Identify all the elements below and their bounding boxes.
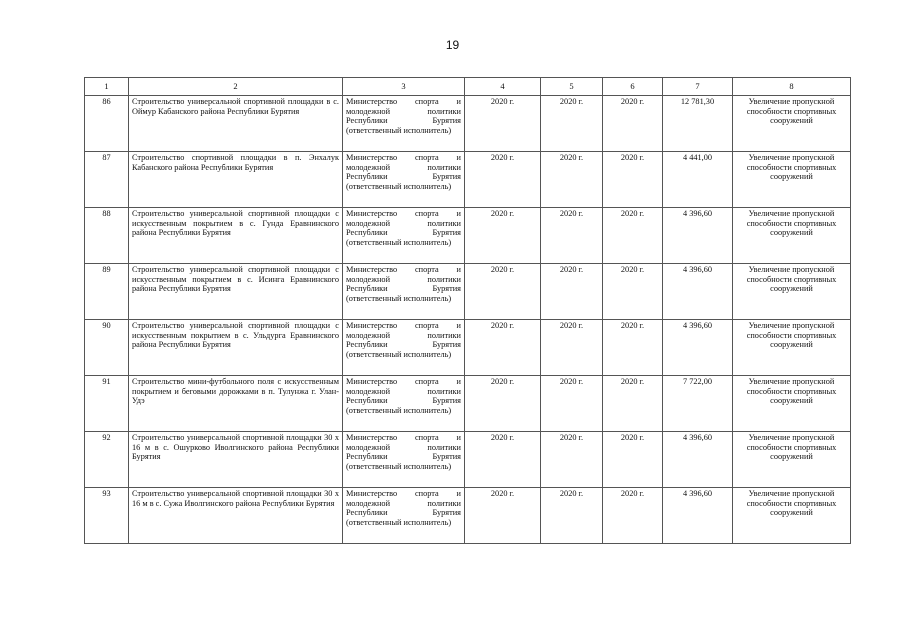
measure-name: Строительство универсальной спортивной площадки с искусственным покрытием в с. Гунда Еравнинского района Республики Бурятия — [129, 208, 343, 264]
amount: 4 396,60 — [663, 488, 733, 544]
amount: 4 396,60 — [663, 432, 733, 488]
executor: Министерство спорта и молодежной политики Республики Бурятия (ответственный исполнитель) — [343, 488, 465, 544]
measure-name: Строительство универсальной спортивной площадки 30 х 16 м в с. Ошурково Иволгинского района Республики Бурятия — [129, 432, 343, 488]
year-col-4: 2020 г. — [465, 264, 541, 320]
expected-result: Увеличение пропускной способности спортивных сооружений — [733, 96, 851, 152]
amount: 4 396,60 — [663, 320, 733, 376]
page-number: 19 — [445, 38, 460, 52]
header-col-5: 5 — [541, 78, 603, 96]
expected-result: Увеличение пропускной способности спортивных сооружений — [733, 152, 851, 208]
table-row — [85, 320, 851, 376]
header-col-1: 1 — [85, 78, 129, 96]
table-row — [85, 264, 851, 320]
year-col-4: 2020 г. — [465, 96, 541, 152]
year-col-6: 2020 г. — [603, 96, 663, 152]
measure-name: Строительство универсальной спортивной площадки 30 х 16 м в с. Сужа Иволгинского района Республики Бурятия — [129, 488, 343, 544]
year-col-4: 2020 г. — [465, 152, 541, 208]
table-row — [85, 152, 851, 208]
measure-name: Строительство мини-футбольного поля с искусственным покрытием и беговыми дорожками в п. Тулунжа г. Улан-Удэ — [129, 376, 343, 432]
header-col-7: 7 — [663, 78, 733, 96]
year-col-5: 2020 г. — [541, 208, 603, 264]
year-col-4: 2020 г. — [465, 376, 541, 432]
year-col-6: 2020 г. — [603, 208, 663, 264]
executor: Министерство спорта и молодежной политики Республики Бурятия (ответственный исполнитель) — [343, 376, 465, 432]
table-header-row — [85, 78, 851, 96]
measure-name: Строительство спортивной площадки в п. Энхалук Кабанского района Республики Бурятия — [129, 152, 343, 208]
row-number: 89 — [85, 264, 129, 320]
executor: Министерство спорта и молодежной политики Республики Бурятия (ответственный исполнитель) — [343, 152, 465, 208]
year-col-5: 2020 г. — [541, 264, 603, 320]
executor: Министерство спорта и молодежной политики Республики Бурятия (ответственный исполнитель) — [343, 208, 465, 264]
year-col-5: 2020 г. — [541, 96, 603, 152]
amount: 7 722,00 — [663, 376, 733, 432]
executor: Министерство спорта и молодежной политики Республики Бурятия (ответственный исполнитель) — [343, 432, 465, 488]
measure-name: Строительство универсальной спортивной площадки в с. Оймур Кабанского района Республики Бурятия — [129, 96, 343, 152]
table-row — [85, 208, 851, 264]
amount: 4 396,60 — [663, 208, 733, 264]
amount: 12 781,30 — [663, 96, 733, 152]
row-number: 92 — [85, 432, 129, 488]
year-col-5: 2020 г. — [541, 320, 603, 376]
amount: 4 396,60 — [663, 264, 733, 320]
year-col-4: 2020 г. — [465, 432, 541, 488]
header-col-2: 2 — [129, 78, 343, 96]
table-row — [85, 488, 851, 544]
year-col-5: 2020 г. — [541, 152, 603, 208]
header-col-4: 4 — [465, 78, 541, 96]
header-col-3: 3 — [343, 78, 465, 96]
executor: Министерство спорта и молодежной политики Республики Бурятия (ответственный исполнитель) — [343, 264, 465, 320]
row-number: 90 — [85, 320, 129, 376]
measures-table — [84, 77, 851, 544]
year-col-6: 2020 г. — [603, 488, 663, 544]
table-row — [85, 432, 851, 488]
measure-name: Строительство универсальной спортивной площадки с искусственным покрытием в с. Ульдурга Еравнинского района Республики Бурятия — [129, 320, 343, 376]
year-col-5: 2020 г. — [541, 432, 603, 488]
row-number: 91 — [85, 376, 129, 432]
year-col-4: 2020 г. — [465, 488, 541, 544]
year-col-4: 2020 г. — [465, 208, 541, 264]
measure-name: Строительство универсальной спортивной площадки с искусственным покрытием в с. Исинга Еравнинского района Республики Бурятия — [129, 264, 343, 320]
year-col-6: 2020 г. — [603, 152, 663, 208]
executor: Министерство спорта и молодежной политики Республики Бурятия (ответственный исполнитель) — [343, 96, 465, 152]
header-col-6: 6 — [603, 78, 663, 96]
row-number: 88 — [85, 208, 129, 264]
year-col-5: 2020 г. — [541, 376, 603, 432]
year-col-6: 2020 г. — [603, 264, 663, 320]
row-number: 93 — [85, 488, 129, 544]
expected-result: Увеличение пропускной способности спортивных сооружений — [733, 376, 851, 432]
row-number: 86 — [85, 96, 129, 152]
year-col-4: 2020 г. — [465, 320, 541, 376]
table-row — [85, 96, 851, 152]
year-col-6: 2020 г. — [603, 376, 663, 432]
row-number: 87 — [85, 152, 129, 208]
expected-result: Увеличение пропускной способности спортивных сооружений — [733, 320, 851, 376]
expected-result: Увеличение пропускной способности спортивных сооружений — [733, 208, 851, 264]
expected-result: Увеличение пропускной способности спортивных сооружений — [733, 488, 851, 544]
year-col-5: 2020 г. — [541, 488, 603, 544]
expected-result: Увеличение пропускной способности спортивных сооружений — [733, 264, 851, 320]
table-row — [85, 376, 851, 432]
expected-result: Увеличение пропускной способности спортивных сооружений — [733, 432, 851, 488]
header-col-8: 8 — [733, 78, 851, 96]
amount: 4 441,00 — [663, 152, 733, 208]
executor: Министерство спорта и молодежной политики Республики Бурятия (ответственный исполнитель) — [343, 320, 465, 376]
year-col-6: 2020 г. — [603, 320, 663, 376]
year-col-6: 2020 г. — [603, 432, 663, 488]
